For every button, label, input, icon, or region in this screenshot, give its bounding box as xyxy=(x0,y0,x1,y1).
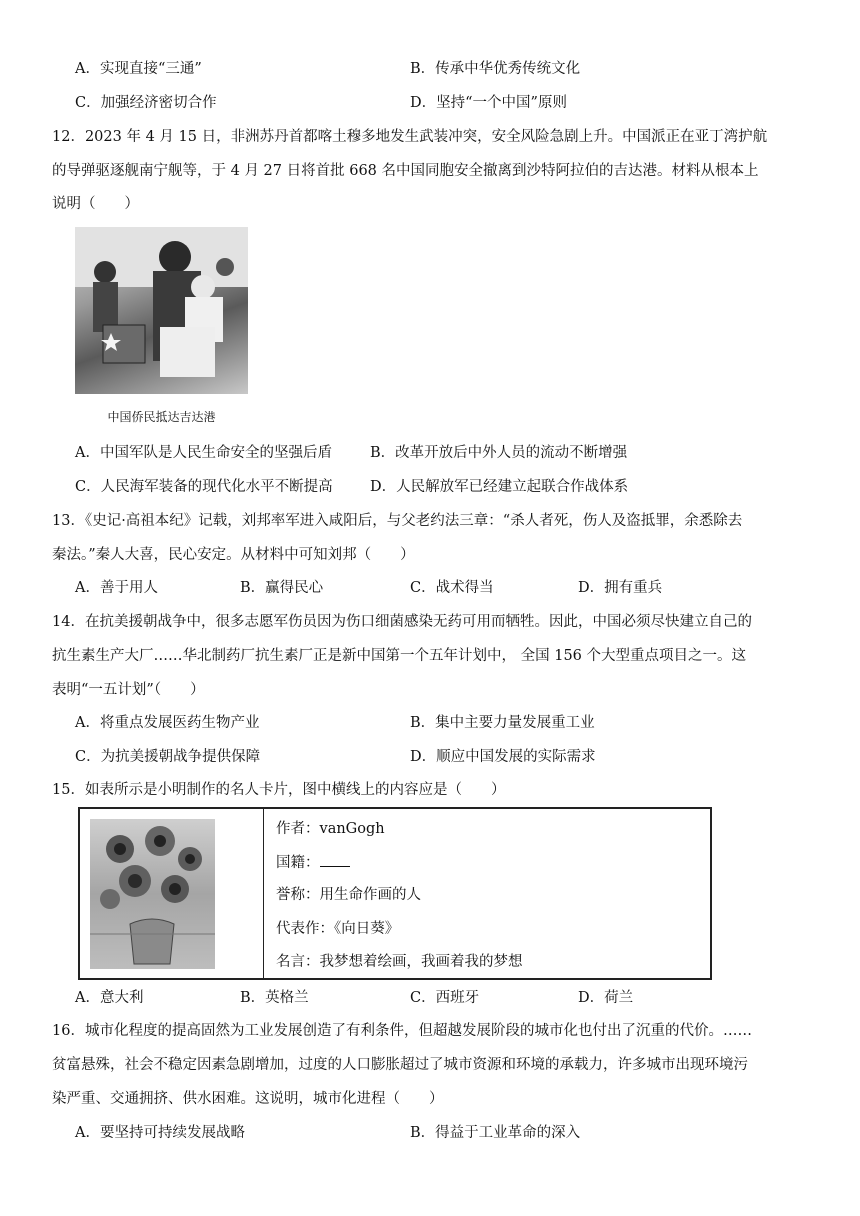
card-quote: 名言：我梦想着绘画，我画着我的梦想 xyxy=(276,954,523,970)
q15-option-d: D．荷兰 xyxy=(578,990,634,1006)
q12-stem-line1: 12．2023 年 4 月 15 日，非洲苏丹首都喀土穆多地发生武装冲突，安全风险急剧上升。中国派正在亚丁湾护航 xyxy=(52,129,768,145)
q12-option-b: B．改革开放后中外人员的流动不断增强 xyxy=(370,445,628,461)
q13-option-b: B．赢得民心 xyxy=(240,580,324,596)
q11-option-a: A．实现直接“三通” xyxy=(75,61,202,77)
q16-option-b: B．得益于工业革命的深入 xyxy=(410,1125,581,1141)
card-title: 誉称：用生命作画的人 xyxy=(276,887,421,903)
q11-option-b: B．传承中华优秀传统文化 xyxy=(410,61,581,77)
photo-caption: 中国侨民抵达吉达港 xyxy=(107,410,216,424)
q15-stem: 15．如表所示是小明制作的名人卡片，图中横线上的内容应是（ ） xyxy=(52,782,506,798)
q13-option-c: C．战术得当 xyxy=(410,580,494,596)
q16-option-a: A．要坚持可持续发展战略 xyxy=(75,1125,245,1141)
q13-stem-line1: 13．《史记·高祖本纪》记载，刘邦率军进入咸阳后，与父老约法三章：“杀人者死，伤人及盗抵罪，余悉除去 xyxy=(52,513,743,529)
card-author: 作者：vanGogh xyxy=(276,821,385,837)
q12-option-c: C．人民海军装备的现代化水平不断提高 xyxy=(75,479,333,495)
card-nationality-label: 国籍： xyxy=(276,855,320,871)
q13-stem-line2: 秦法。”秦人大喜，民心安定。从材料中可知刘邦（ ） xyxy=(52,547,415,563)
q15-option-c: C．西班牙 xyxy=(410,990,480,1006)
q14-stem-line3: 表明“一五计划”（ ） xyxy=(52,682,205,698)
q16-stem-line1: 16．城市化程度的提高固然为工业发展创造了有利条件，但超越发展阶段的城市化也付出了沉重的代价。…… xyxy=(52,1023,752,1039)
evacuation-photo xyxy=(75,227,248,394)
q13-option-a: A．善于用人 xyxy=(75,580,158,596)
q14-option-a: A．将重点发展医药生物产业 xyxy=(75,715,260,731)
sunflowers-painting xyxy=(90,819,215,969)
q13-option-d: D．拥有重兵 xyxy=(578,580,663,596)
q14-option-c: C．为抗美援朝战争提供保障 xyxy=(75,749,261,765)
q14-option-b: B．集中主要力量发展重工业 xyxy=(410,715,595,731)
q14-stem-line1: 14．在抗美援朝战争中，很多志愿军伤员因为伤口细菌感染无药可用而牺牲。因此，中国必须尽快建立自己的 xyxy=(52,614,752,630)
q14-stem-line2: 抗生素生产大厂……华北制药厂抗生素厂正是新中国第一个五年计划中， 全国 156 个大型重点项目之一。这 xyxy=(52,648,746,664)
q12-stem-line3: 说明（ ） xyxy=(52,196,139,212)
card-representative-work: 代表作：《向日葵》 xyxy=(276,921,400,937)
q16-stem-line2: 贫富悬殊，社会不稳定因素急剧增加，过度的人口膨胀超过了城市资源和环境的承载力，许多城市出现环境污 xyxy=(52,1057,748,1073)
card-image-cell xyxy=(80,809,264,978)
q12-option-a: A．中国军队是人民生命安全的坚强后盾 xyxy=(75,445,332,461)
nationality-blank xyxy=(320,852,350,867)
q16-stem-line3: 染严重、交通拥挤、供水困难。这说明，城市化进程（ ） xyxy=(52,1091,444,1107)
card-nationality xyxy=(276,852,350,873)
q12-stem-line2: 的导弹驱逐舰南宁舰等，于 4 月 27 日将首批 668 名中国同胞安全撤离到沙特阿拉伯的吉达港。材料从根本上 xyxy=(52,163,759,179)
q12-option-d: D．人民解放军已经建立起联合作战体系 xyxy=(370,479,629,495)
q11-option-c: C．加强经济密切合作 xyxy=(75,95,217,111)
q14-option-d: D．顺应中国发展的实际需求 xyxy=(410,749,596,765)
q15-option-a: A．意大利 xyxy=(75,990,144,1006)
celebrity-card xyxy=(78,807,712,980)
q11-option-d: D．坚持“一个中国”原则 xyxy=(410,95,567,111)
q15-option-b: B．英格兰 xyxy=(240,990,309,1006)
